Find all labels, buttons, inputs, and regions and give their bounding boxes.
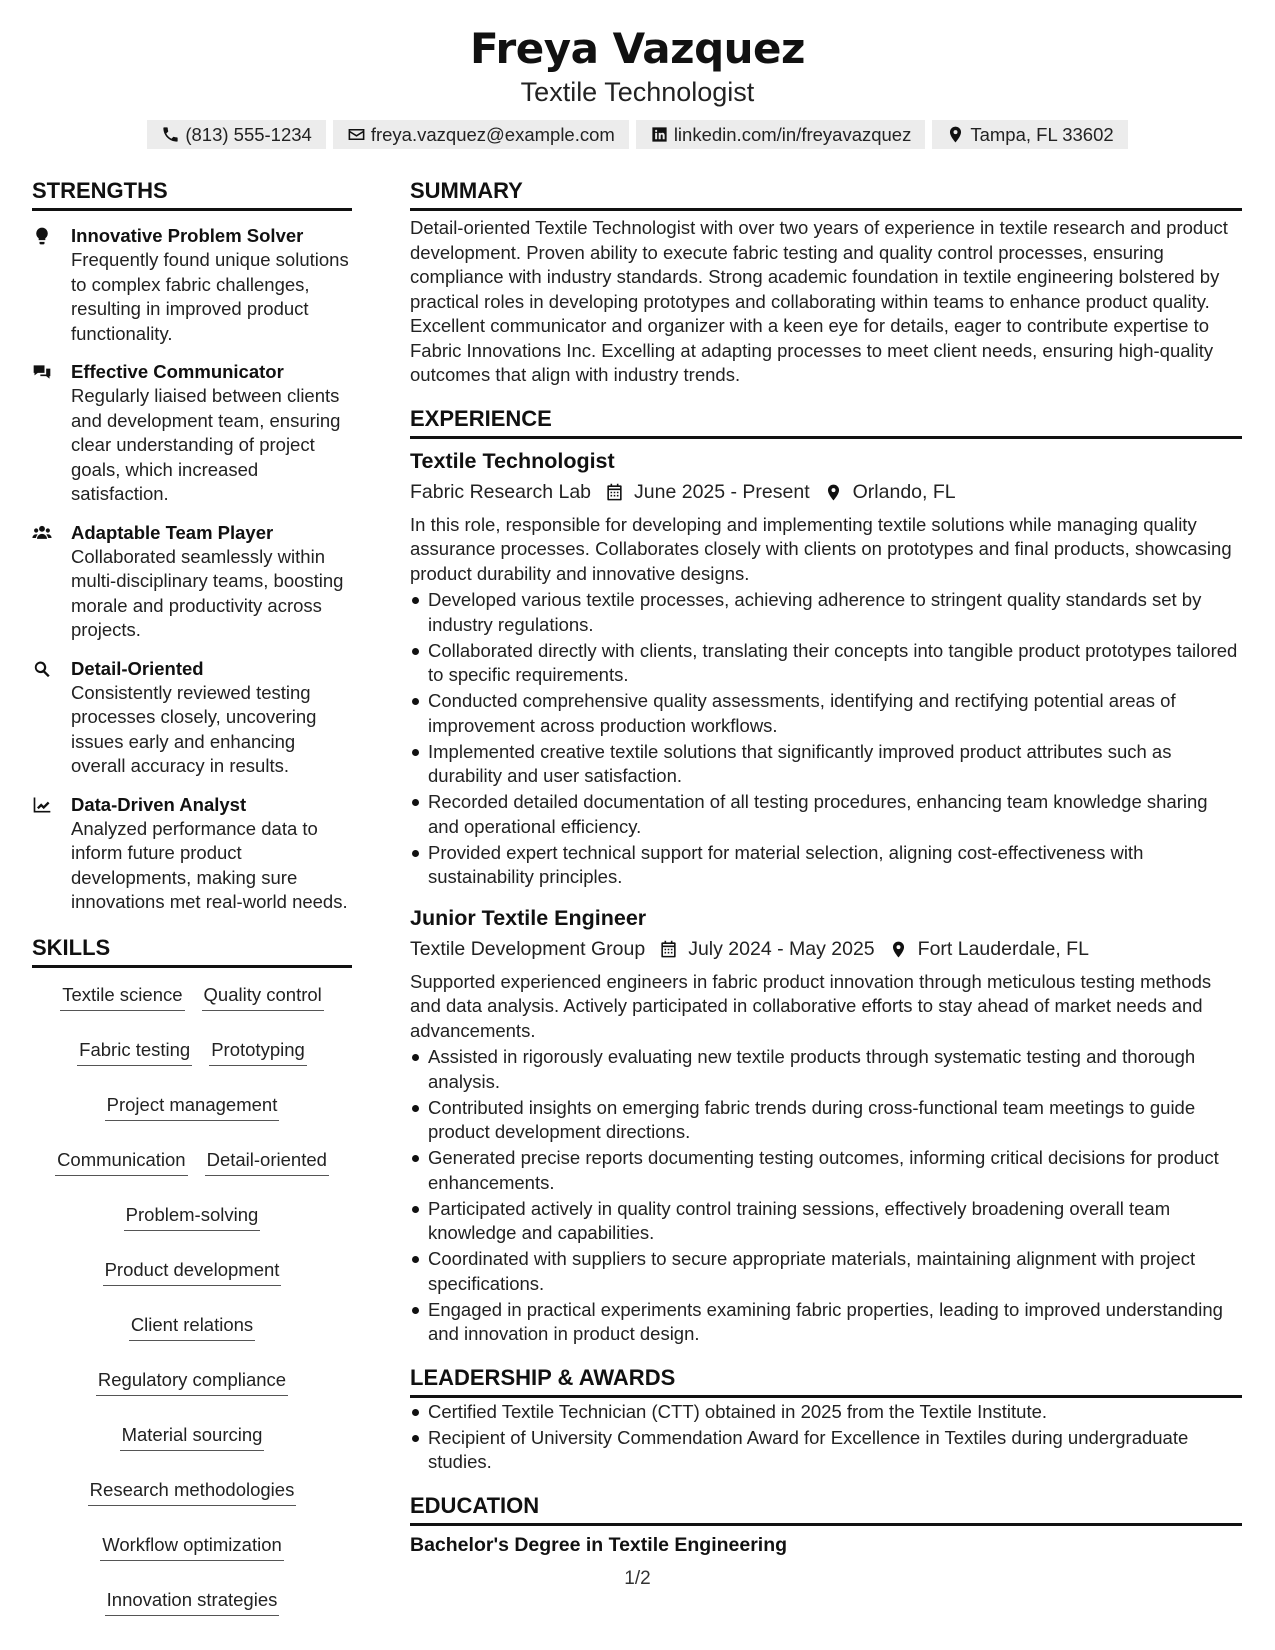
calendar-icon xyxy=(605,483,624,502)
job-description: Supported experienced engineers in fabric product innovation through meticulous testing methods and data analysis. Actively participated in collaborative efforts to stay ahead of market needs and advancements. xyxy=(410,970,1212,1041)
skill-tag: Textile science xyxy=(60,982,184,1011)
contact-email[interactable] xyxy=(333,120,629,149)
skill-tag: Fabric testing xyxy=(77,1037,192,1066)
search-icon xyxy=(32,659,52,679)
list-item: Recipient of University Commendation Award for Excellence in Textiles during undergraduate studies. xyxy=(410,1426,1242,1475)
skill-tag: Product development xyxy=(103,1257,282,1286)
skill-tag: Research methodologies xyxy=(88,1477,297,1506)
job-entry xyxy=(410,904,1242,1347)
chart-line-icon xyxy=(32,795,52,815)
map-pin-icon xyxy=(889,940,908,959)
candidate-title: Textile Technologist xyxy=(520,77,755,107)
skill-tag: Quality control xyxy=(202,982,324,1011)
strength-desc: Frequently found unique solutions to complex fabric challenges, resulting in improved product functionality. xyxy=(71,249,349,344)
job-dates: July 2024 - May 2025 xyxy=(688,937,875,960)
page-number: 1/2 xyxy=(624,1568,651,1589)
list-item: Collaborated directly with clients, translating their concepts into tangible product prototypes tailored to specific requirements. xyxy=(410,639,1242,688)
skill-tag: Innovation strategies xyxy=(105,1587,280,1616)
job-bullets xyxy=(410,588,1242,890)
linkedin-icon xyxy=(650,125,669,144)
left-column xyxy=(32,176,352,1616)
job-meta xyxy=(410,478,1242,507)
list-item: Conducted comprehensive quality assessments, identifying and rectifying potential areas of improvement across production workflows. xyxy=(410,689,1242,738)
strength-desc: Consistently reviewed testing processes closely, uncovering issues early and enhancing overall accuracy in results. xyxy=(71,681,317,776)
skills-heading: SKILLS xyxy=(32,933,352,968)
list-item: Provided expert technical support for material selection, aligning cost-effectiveness with sustainability principles. xyxy=(410,841,1242,890)
map-pin-icon xyxy=(824,483,843,502)
comments-icon xyxy=(32,362,52,382)
users-icon xyxy=(32,523,52,543)
skills-list xyxy=(32,982,352,1616)
candidate-name: Freya Vazquez xyxy=(470,24,805,73)
education-degree: Bachelor's Degree in Textile Engineering xyxy=(410,1533,788,1556)
awards-heading: LEADERSHIP & AWARDS xyxy=(410,1363,1242,1398)
skill-tag: Project management xyxy=(105,1092,280,1121)
strength-title: Adaptable Team Player xyxy=(71,521,274,543)
job-title: Textile Technologist xyxy=(410,448,615,473)
skill-tag: Problem-solving xyxy=(124,1202,261,1231)
list-item: Generated precise reports documenting testing outcomes, informing critical decisions for product enhancements. xyxy=(410,1146,1242,1195)
contact-location xyxy=(932,120,1127,149)
strength-item xyxy=(32,223,352,346)
summary-text: Detail-oriented Textile Technologist with over two years of experience in textile research and product development. Proven ability to execute fabric testing and quality control processes, ensuring compliance with industry standards. Strong academic foundation in textile engineering bolstered by practical roles in developing prototypes and collaborating within teams to enhance product quality. Excellent communicator and organizer with a keen eye for details, eager to contribute expertise to Fabric Innovations Inc. Excelling at adapting processes to meet client needs, ensuring high-quality outcomes that align with industry trends. xyxy=(410,217,1228,385)
phone-icon xyxy=(161,125,180,144)
summary-heading: SUMMARY xyxy=(410,176,1242,211)
list-item: Assisted in rigorously evaluating new textile products through systematic testing and thorough analysis. xyxy=(410,1045,1242,1094)
skill-tag: Regulatory compliance xyxy=(96,1367,288,1396)
list-item: Contributed insights on emerging fabric trends during cross-functional team meetings to guide product development directions. xyxy=(410,1096,1242,1145)
contact-location-text: Tampa, FL 33602 xyxy=(970,123,1114,145)
job-bullets xyxy=(410,1045,1242,1347)
skill-tag: Workflow optimization xyxy=(100,1532,284,1561)
contact-bar xyxy=(0,120,1275,149)
resume-header xyxy=(0,0,1275,149)
strength-desc: Collaborated seamlessly within multi-disciplinary teams, boosting morale and productivity across projects. xyxy=(71,545,344,640)
job-location: Orlando, FL xyxy=(852,480,956,503)
list-item: Participated actively in quality control training sessions, effectively broadening overall team knowledge and capabilities. xyxy=(410,1197,1242,1246)
strength-desc: Regularly liaised between clients and development team, ensuring clear understanding of project goals, which increased satisfaction. xyxy=(71,385,341,504)
awards-list xyxy=(410,1400,1242,1475)
list-item: Implemented creative textile solutions that significantly improved product attributes such as durability and user satisfaction. xyxy=(410,740,1242,789)
job-company: Fabric Research Lab xyxy=(410,480,592,503)
skill-tag: Client relations xyxy=(129,1312,255,1341)
strength-title: Data-Driven Analyst xyxy=(71,793,247,815)
strengths-heading: STRENGTHS xyxy=(32,176,352,211)
strengths-list xyxy=(32,223,352,915)
list-item: Certified Textile Technician (CTT) obtained in 2025 from the Textile Institute. xyxy=(410,1400,1242,1425)
contact-email-text: freya.vazquez@example.com xyxy=(370,123,615,145)
job-meta xyxy=(410,935,1242,964)
strength-title: Effective Communicator xyxy=(71,361,284,382)
strength-item xyxy=(32,656,352,779)
contact-phone[interactable] xyxy=(147,120,326,149)
job-description: In this role, responsible for developing and implementing textile solutions while managing quality assurance processes. Collaborates closely with clients on prototypes and final products, showcasing product durability and innovative designs. xyxy=(410,513,1232,584)
strength-item xyxy=(32,792,352,915)
calendar-icon xyxy=(659,940,678,959)
skill-tag: Prototyping xyxy=(209,1037,307,1066)
strength-item xyxy=(32,359,352,507)
contact-linkedin-text: linkedin.com/in/freyavazquez xyxy=(673,123,912,145)
job-company: Textile Development Group xyxy=(410,937,646,960)
list-item: Engaged in practical experiments examining fabric properties, leading to improved understanding and innovation in product design. xyxy=(410,1298,1242,1347)
job-dates: June 2025 - Present xyxy=(634,480,810,503)
lightbulb-icon xyxy=(32,226,52,246)
strength-item xyxy=(32,520,352,643)
job-title: Junior Textile Engineer xyxy=(410,905,647,930)
strength-desc: Analyzed performance data to inform future product developments, making sure innovations met real-world needs. xyxy=(71,817,348,912)
map-pin-icon xyxy=(946,125,965,144)
strength-title: Innovative Problem Solver xyxy=(71,225,304,246)
list-item: Developed various textile processes, achieving adherence to stringent quality standards set by industry regulations. xyxy=(410,588,1242,637)
contact-phone-text: (813) 555-1234 xyxy=(185,123,312,145)
list-item: Coordinated with suppliers to secure appropriate materials, maintaining alignment with project specifications. xyxy=(410,1247,1242,1296)
skill-tag: Communication xyxy=(55,1147,188,1176)
skill-tag: Material sourcing xyxy=(120,1422,265,1451)
strength-title: Detail-Oriented xyxy=(71,657,204,679)
job-location: Fort Lauderdale, FL xyxy=(917,937,1089,960)
job-entry xyxy=(410,447,1242,890)
experience-heading: EXPERIENCE xyxy=(410,404,1242,439)
envelope-icon xyxy=(347,125,366,144)
education-heading: EDUCATION xyxy=(410,1491,1242,1526)
skill-tag: Detail-oriented xyxy=(205,1147,329,1176)
right-column xyxy=(410,176,1242,1559)
list-item: Recorded detailed documentation of all testing procedures, enhancing team knowledge sharing and operational efficiency. xyxy=(410,790,1242,839)
contact-linkedin[interactable] xyxy=(636,120,926,149)
